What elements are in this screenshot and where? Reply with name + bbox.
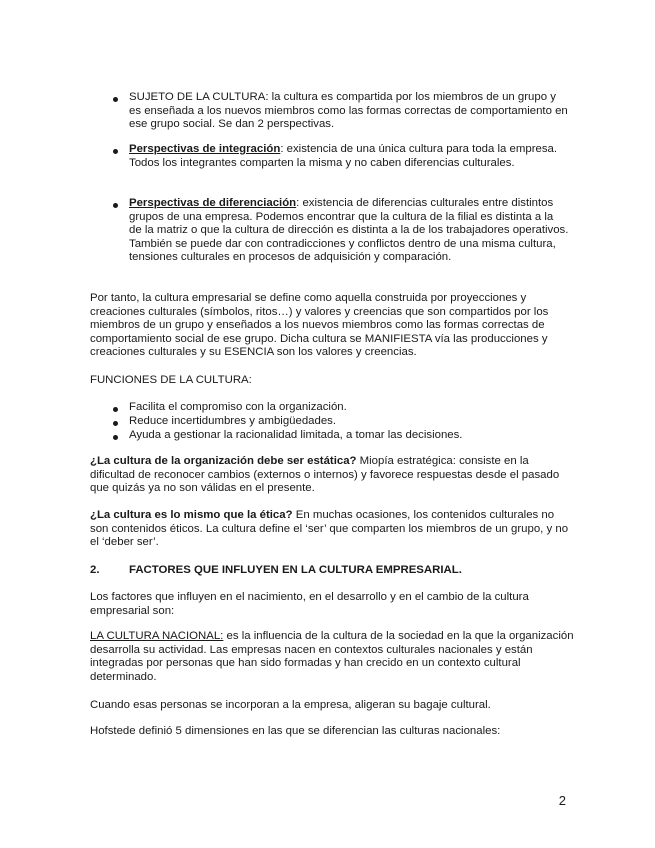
paragraph-hofstede: Hofstede definió 5 dimensiones en las que se diferencian las culturas nacionales: <box>90 725 501 737</box>
paragraph-cultura-nacional <box>90 630 575 684</box>
cultura-nacional-title: LA CULTURA NACIONAL: <box>90 630 224 642</box>
section-heading <box>90 564 575 578</box>
bullet-text: : la cultura es compartida por los miembros de un grupo y es enseñada a los nuevos miembros como las formas correctas de comportamiento en ese grupo social. Se dan 2 perspectivas. <box>129 91 568 131</box>
bullet-title: SUJETO DE LA CULTURA <box>129 91 266 103</box>
bullet-dot <box>113 407 118 412</box>
bullet-diferenciacion <box>129 197 569 265</box>
bullet-title: Perspectivas de integración <box>129 143 281 155</box>
question-etica <box>90 509 575 550</box>
question-estatica <box>90 455 575 496</box>
question-answer: En muchas ocasiones, los contenidos culturales no son contenidos éticos. La cultura define el ‘ser’ que comparten los miembros de un grupo, y no el ‘deber ser’. <box>90 509 569 549</box>
bullet-title: Perspectivas de diferenciación <box>129 197 297 209</box>
paragraph-cuando: Cuando esas personas se incorporan a la empresa, aligeran su bagaje cultural. <box>90 699 491 711</box>
bullet-integracion <box>129 143 569 170</box>
bullet-dot <box>113 435 118 440</box>
question-title: ¿La cultura es lo mismo que la ética? <box>90 509 293 521</box>
section-title: FACTORES QUE INFLUYEN EN LA CULTURA EMPRESARIAL. <box>129 564 462 576</box>
bullet-text: : existencia de una única cultura para toda la empresa. Todos los integrantes comparten la misma y no caben diferencias culturales. <box>129 143 558 169</box>
cultura-nacional-text: es la influencia de la cultura de la sociedad en la que la organización desarrolla su actividad. Las empresas nacen en contextos culturales nacionales y están integradas por personas que han sido formadas y han crecido en un contexto cultural determinado. <box>90 630 574 683</box>
question-title: ¿La cultura de la organización debe ser estática? <box>90 455 357 467</box>
funcion-item: Facilita el compromiso con la organización. <box>129 401 347 413</box>
section-number: 2. <box>90 564 100 576</box>
paragraph-por-tanto: Por tanto, la cultura empresarial se define como aquella construida por proyecciones y creaciones culturales (símbolos, ritos…) y valores y creencias que son compartidos por los miembros de un grupo y enseñados a los nuevos miembros como las formas correctas de comportamiento social de ese grupo. Dicha cultura se MANIFIESTA vía las producciones y creaciones culturales y su ESENCIA son los valores y creencias. <box>90 292 549 359</box>
question-answer: Miopía estratégica: consiste en la dificultad de reconocer cambios (externos o internos) y favorece respuestas desde el pasado que quizás ya no son válidas en el presente. <box>90 455 560 495</box>
bullet-text: : existencia de diferencias culturales entre distintos grupos de una empresa. Podemos encontrar que la cultura de la filial es distinta a la de la matriz o que la cultura de dirección es distinta a la de los trabajadores operativos. También se puede dar con contradicciones y conflictos dentro de una misma cultura, tensiones culturales en procesos de adquisición y comparación. <box>129 197 569 264</box>
page-number: 2 <box>558 793 566 808</box>
funcion-item: Ayuda a gestionar la racionalidad limitada, a tomar las decisiones. <box>129 429 463 441</box>
bullet-dot <box>113 97 118 102</box>
bullet-sujeto <box>129 91 569 132</box>
bullet-dot <box>113 149 118 154</box>
funcion-item: Reduce incertidumbres y ambigüedades. <box>129 415 337 427</box>
bullet-dot <box>113 203 118 208</box>
funciones-heading: FUNCIONES DE LA CULTURA: <box>90 374 252 386</box>
bullet-dot <box>113 421 118 426</box>
paragraph-factores: Los factores que influyen en el nacimiento, en el desarrollo y en el cambio de la cultura empresarial son: <box>90 591 529 617</box>
